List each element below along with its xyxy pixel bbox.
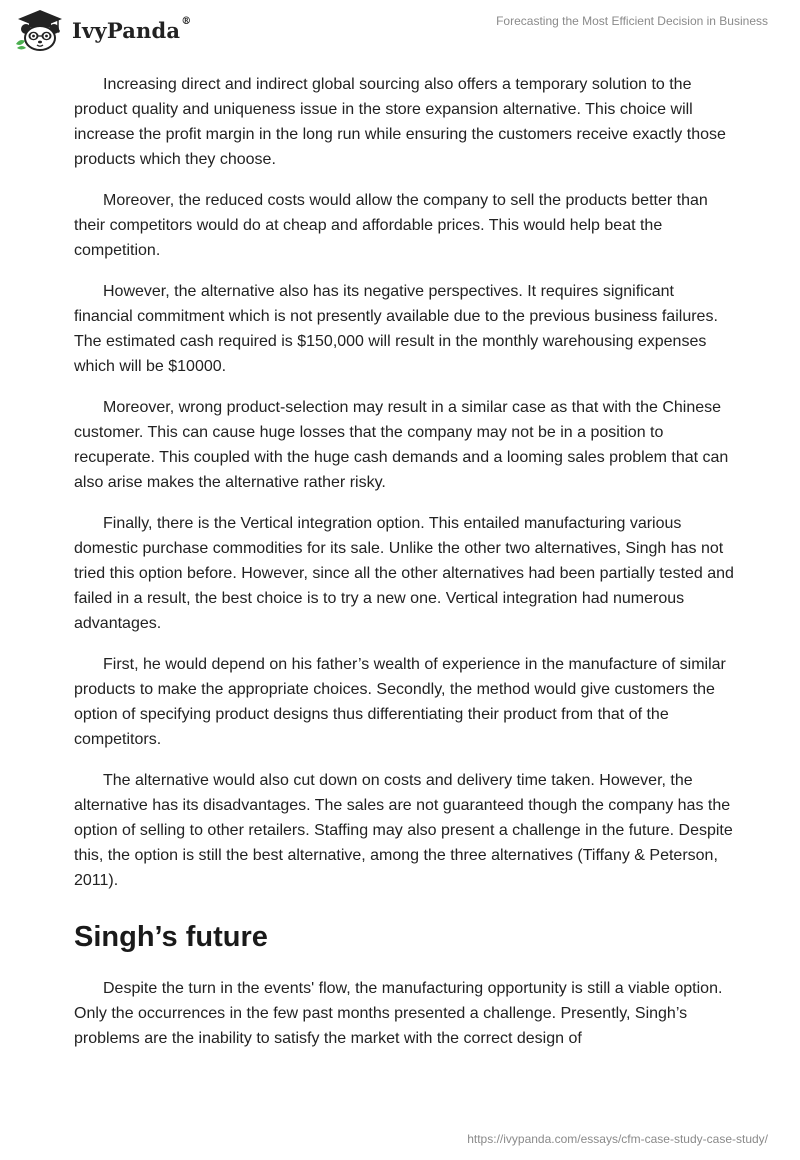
paragraph: Finally, there is the Vertical integration option. This entailed manufacturing various domestic purchase commodities for its sale. Unlike the other two alternatives, Singh has not tried this option before. However, since all the other alternatives had been partially tested and failed in a result, the best choice is to try a new one. Vertical integration had numerous advantages. xyxy=(74,515,734,632)
paragraph: The alternative would also cut down on costs and delivery time taken. However, the alternative has its disadvantages. The sales are not guaranteed though the company has the option of selling to other retailers. Staffing may also present a challenge in the future. Despite this, the option is still the best alternative, among the three alternatives (Tiffany & Peterson, 2011). xyxy=(74,772,733,889)
paragraph: Despite the turn in the events' flow, the manufacturing opportunity is still a viable option. Only the occurrences in the few past months presented a challenge. Presently, Singh’s problems are the inability to satisfy the market with the correct design of xyxy=(74,980,723,1047)
paragraph: First, he would depend on his father’s wealth of experience in the manufacture of similar products to make the appropriate choices. Secondly, the method would give customers the option of specifying product designs thus differentiating their product from that of the competitors. xyxy=(74,656,726,748)
panda-graduate-icon xyxy=(14,8,66,52)
document-title: Forecasting the Most Efficient Decision in Business xyxy=(496,14,768,28)
brand-name-text: IvyPanda xyxy=(72,17,181,43)
source-url[interactable]: https://ivypanda.com/essays/cfm-case-study-case-study/ xyxy=(467,1132,768,1146)
article-body xyxy=(74,72,734,1067)
ivypanda-logo[interactable] xyxy=(14,8,191,52)
page-header xyxy=(0,0,800,66)
section-heading: Singh’s future xyxy=(74,921,268,953)
paragraph: Moreover, wrong product-selection may result in a similar case as that with the Chinese customer. This can cause huge losses that the company may not be in a position to recuperate. This coupled with the huge cash demands and a looming sales problem that can also arise makes the alternative rather risky. xyxy=(74,399,729,491)
paragraph: However, the alternative also has its negative perspectives. It requires significant financial commitment which is not presently available due to the previous business failures. The estimated cash required is $150,000 will result in the monthly warehousing expenses which will be $10000. xyxy=(74,283,718,375)
paragraph: Moreover, the reduced costs would allow the company to sell the products better than their competitors would do at cheap and affordable prices. This would help beat the competition. xyxy=(74,192,708,259)
brand-name xyxy=(72,15,192,43)
paragraph: Increasing direct and indirect global sourcing also offers a temporary solution to the product quality and uniqueness issue in the store expansion alternative. This choice will increase the profit margin in the long run while ensuring the customers receive exactly those products which they choose. xyxy=(74,76,726,168)
registered-mark: ® xyxy=(181,15,192,27)
